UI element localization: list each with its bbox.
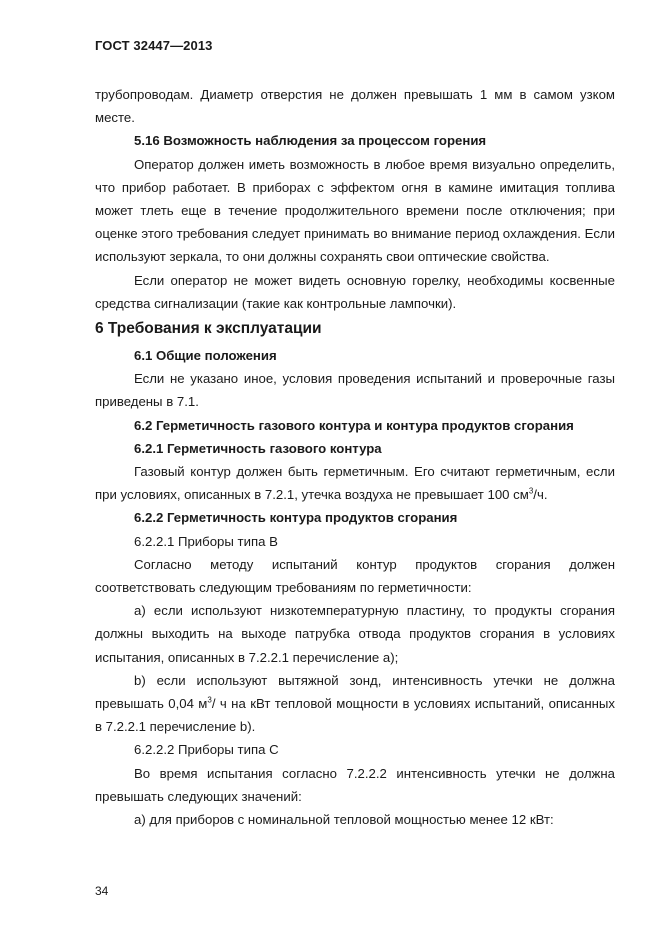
section-heading-6: 6 Требования к эксплуатации [95, 320, 322, 338]
superscript: 3 [207, 695, 212, 705]
paragraph: Оператор должен иметь возможность в любое время визуально определить, что прибор работает. В приборах с эффектом огня в камине имитация топлива может тлеть еще в течение продолжительного времени после отключения; при оценке этого требования следует принимать во внимание период охлаждения. Если используют зеркала, то они должны сохранять свои оптические свойства. [95, 156, 615, 265]
paragraph [95, 460, 615, 506]
section-heading-6-1: 6.1 Общие положения [134, 348, 277, 364]
subsection-heading-6-2-2-1: 6.2.2.1 Приборы типа В [134, 533, 278, 549]
paragraph: Согласно методу испытаний контур продуктов сгорания должен соответствовать следующим требованиям по герметичности: [95, 556, 615, 596]
text-run: b) если используют вытяжной зонд, интенсивность утечки не должна превышать 0,04 м [95, 672, 615, 712]
text-run: /ч. [533, 487, 548, 503]
section-heading-6-2-2: 6.2.2 Герметичность контура продуктов сгорания [134, 510, 458, 526]
text-run: Газовый контур должен быть герметичным. Его считают герметичным, если при условиях, описанных в 7.2.1, утечка воздуха не превышает 100 см [95, 464, 615, 503]
paragraph: Во время испытания согласно 7.2.2.2 интенсивность утечки не должна превышать следующих значений: [95, 765, 615, 804]
section-heading-5-16: 5.16 Возможность наблюдения за процессом горения [134, 133, 487, 149]
list-item-b [95, 669, 615, 739]
section-heading-6-2: 6.2 Герметичность газового контура и контура продуктов сгорания [134, 417, 574, 433]
paragraph: трубопроводам. Диаметр отверстия не должен превышать 1 мм в самом узком месте. [95, 87, 615, 126]
page-body [95, 83, 615, 831]
section-heading-6-2-1: 6.2.1 Герметичность газового контура [134, 440, 382, 456]
page-number: 34 [95, 884, 109, 898]
subsection-heading-6-2-2-2: 6.2.2.2 Приборы типа С [134, 742, 279, 758]
superscript: 3 [528, 486, 534, 496]
paragraph: Если оператор не может видеть основную горелку, необходимы косвенные средства сигнализации (такие как контрольные лампочки). [95, 272, 615, 311]
list-item-a: a) если используют низкотемпературную пластину, то продукты сгорания должны выходить на выходе патрубка отвода продуктов сгорания в условиях испытания, описанных в 7.2.2.1 перечисление а); [95, 603, 615, 665]
paragraph: Если не указано иное, условия проведения испытаний и проверочные газы приведены в 7.1. [95, 371, 615, 410]
document-header: ГОСТ 32447—2013 [95, 38, 213, 53]
text-run: / ч на кВт тепловой мощности в условиях испытаний, описанных в 7.2.2.1 перечисление b). [95, 696, 615, 735]
list-item-a: a) для приборов с номинальной тепловой мощностью менее 12 кВт: [134, 812, 554, 828]
